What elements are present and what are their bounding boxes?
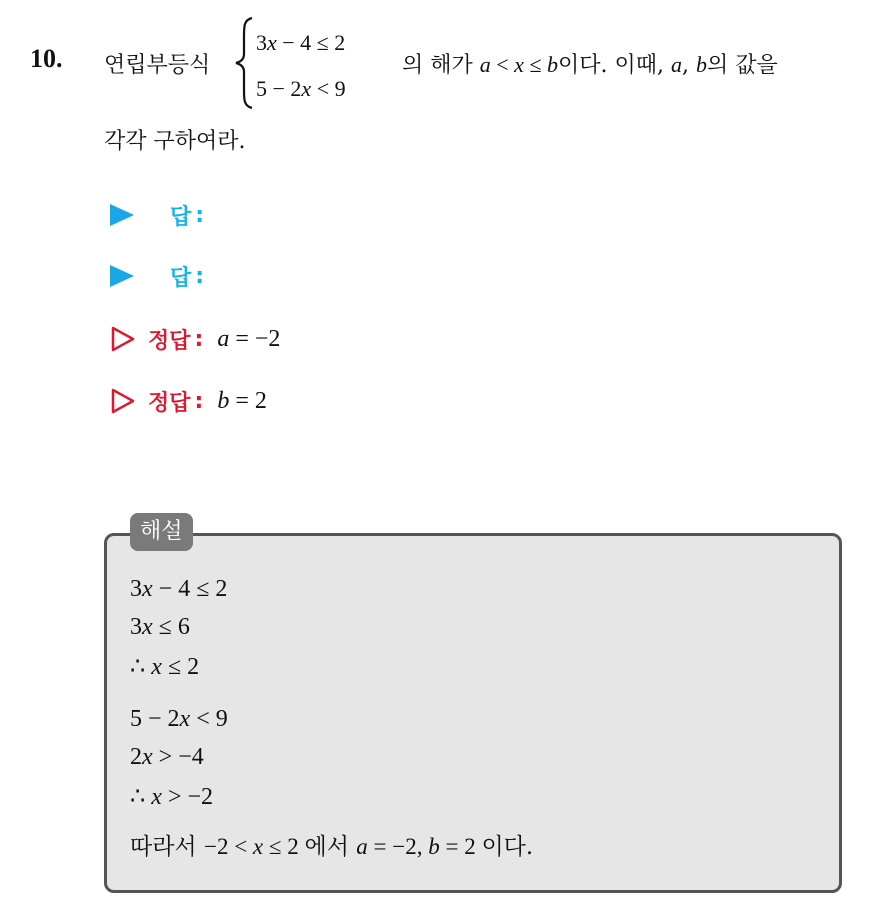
- solution-line-6: ∴ x > −2: [130, 784, 214, 810]
- question-middle: 의 해가 a < x ≤ b이다. 이때, a, b의 값을: [402, 52, 778, 78]
- solution-line-3: ∴ x ≤ 2: [130, 654, 200, 680]
- answer-colon: :: [195, 263, 205, 289]
- play-icon: [110, 265, 134, 287]
- correct-colon: :: [194, 388, 204, 414]
- answer-row-1: [110, 200, 204, 230]
- answer-label: 답: [170, 265, 192, 291]
- correct-answer-row-1: [110, 324, 280, 354]
- solution-tag: 해설: [130, 513, 193, 551]
- left-brace-icon: [234, 16, 256, 110]
- solution-line-4: 5 − 2x < 9: [130, 706, 228, 732]
- correct-answer-value: b = 2: [217, 387, 267, 414]
- question-line-2: 각각 구하여라.: [104, 129, 246, 154]
- play-icon: [110, 204, 134, 226]
- play-outline-icon: [110, 388, 136, 414]
- solution-line-2: 3x ≤ 6: [130, 614, 190, 640]
- solution-conclusion: 따라서 −2 < x ≤ 2 에서 a = −2, b = 2 이다.: [130, 834, 534, 860]
- correct-answer-value: a = −2: [217, 325, 281, 352]
- solution-line-1: 3x − 4 ≤ 2: [130, 576, 228, 602]
- solution-line-5: 2x > −4: [130, 744, 204, 770]
- answer-row-2: [110, 261, 204, 291]
- answer-colon: :: [195, 202, 205, 228]
- correct-colon: :: [194, 326, 204, 352]
- correct-label: 정답: [148, 390, 191, 416]
- question-number: 10.: [30, 44, 63, 73]
- answer-label: 답: [170, 204, 192, 230]
- correct-label: 정답: [148, 328, 191, 354]
- correct-answer-row-2: [110, 386, 267, 416]
- system-line-2: 5 − 2x < 9: [256, 76, 346, 101]
- question-prefix: 연립부등식: [104, 53, 211, 78]
- system-line-1: 3x − 4 ≤ 2: [256, 30, 346, 55]
- play-outline-icon: [110, 326, 136, 352]
